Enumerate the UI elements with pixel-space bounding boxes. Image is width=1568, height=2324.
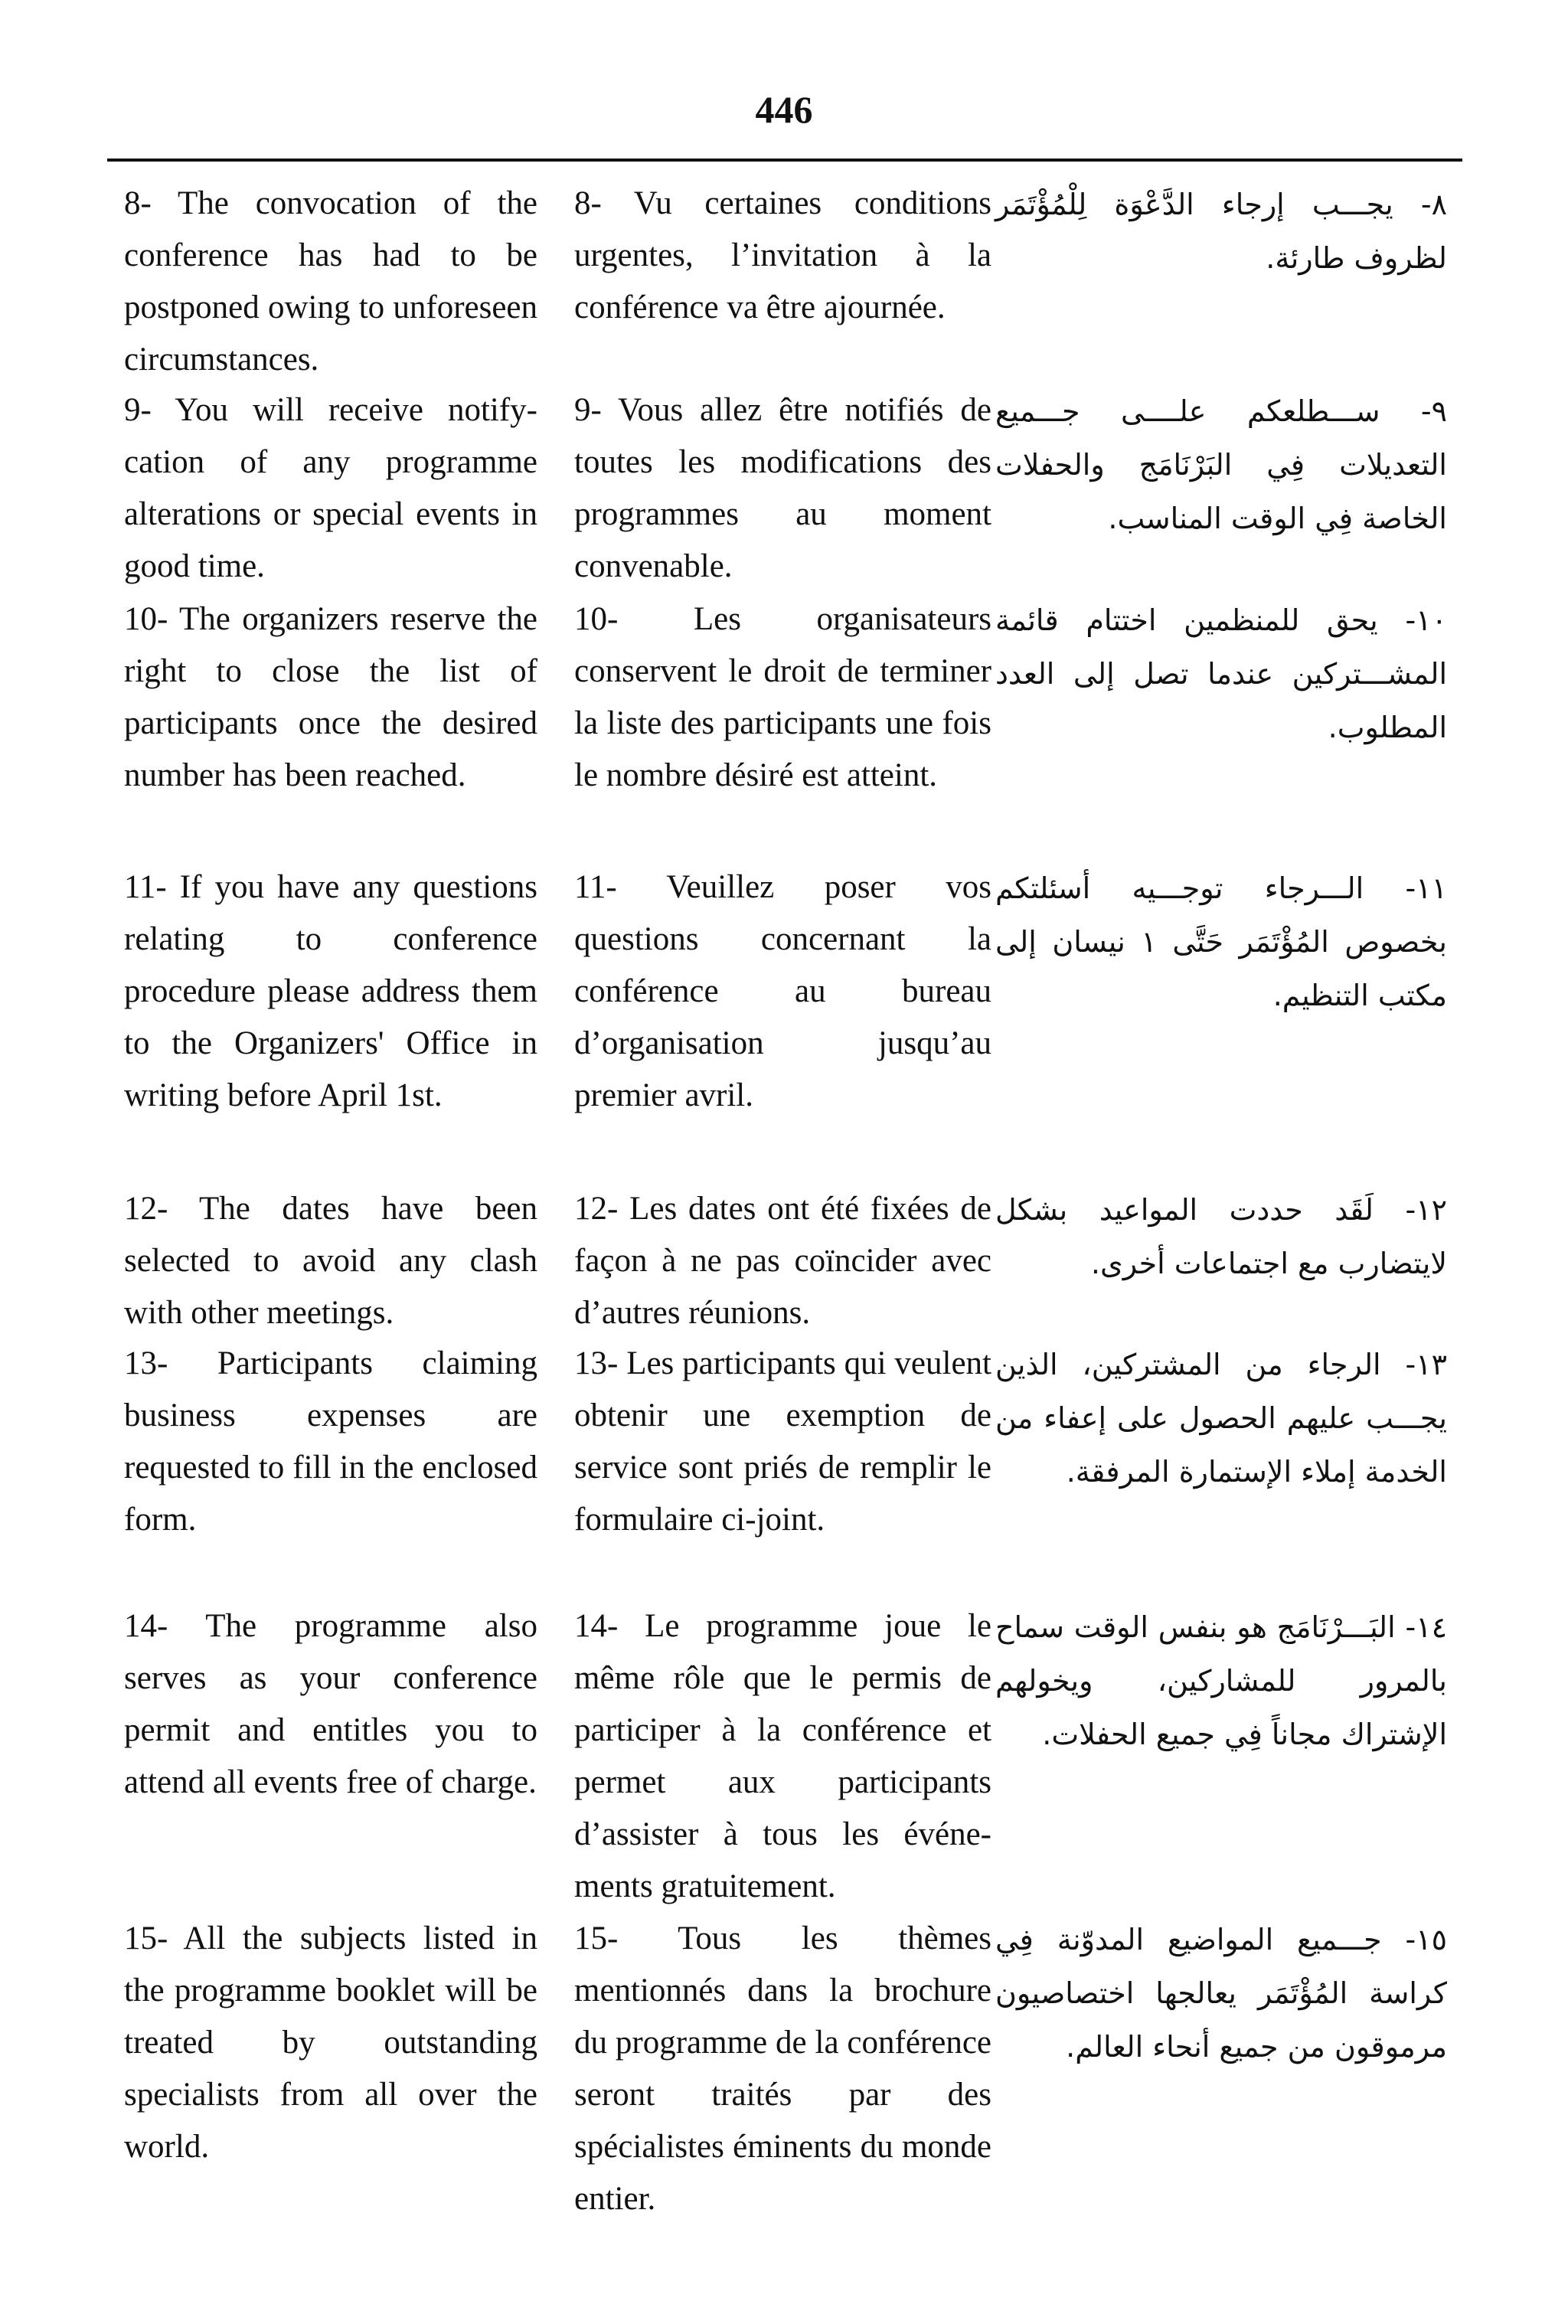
entry-10-french: 10- Les organisateurs conservent le droit de terminer la liste des participants une fois le nombre désiré est atteint. xyxy=(574,601,991,793)
entry-11-french: 11- Veuillez poser vos questions concernant la conférence au bureau d’organisation jusqu’au premier avril. xyxy=(574,869,991,1113)
entry-15-english: 15- All the subjects listed in the programme booklet will be treated by outstanding specialists from all over the world. xyxy=(124,1920,537,2165)
entry-10-english: 10- The organizers reserve the right to close the list of participants once the desired number has been reached. xyxy=(124,601,537,793)
entry-12-french: 12- Les dates ont été fixées de façon à ne pas coïncider avec d’autres réunions. xyxy=(574,1191,991,1331)
entry-13-arabic: ١٣- الرجاء من المشتركين، الذين يجـــب عليهم الحصول على إعفاء من الخدمة إملاء الإستمارة المرفقة. xyxy=(995,1348,1447,1489)
entry-8-english: 8- The convocation of the conference has had to be postponed owing to unforeseen circumstances. xyxy=(124,185,537,378)
entry-13-french: 13- Les participants qui veulent obtenir une exemption de service sont priés de remplir le formulaire ci-joint. xyxy=(574,1345,991,1538)
entry-12-arabic: ١٢- لَقَد حددت المواعيد بشكل لايتضارب مع اجتماعات أخرى. xyxy=(995,1193,1447,1280)
entry-8-arabic: ٨- يجـــب إرجاء الدَّعْوَة لِلْمُؤْتَمَر لظروف طارئة. xyxy=(995,188,1447,275)
entry-14-arabic: ١٤- البَـــرْنَامَج هو بنفس الوقت سماح بالمرور للمشاركين، ويخولهم الإشتراك مجاناً فِي جميع الحفلات. xyxy=(995,1610,1447,1751)
entry-9-arabic: ٩- ســـطلعكم علــــى جـــميع التعديلات فِي البَرْنَامَج والحفلات الخاصة فِي الوقت المناسب. xyxy=(995,394,1447,535)
header-rule xyxy=(107,159,1462,162)
entry-10-arabic: ١٠- يحق للمنظمين اختتام قائمة المشـــتركين عندما تصل إلى العدد المطلوب. xyxy=(995,603,1447,744)
entry-11-english: 11- If you have any questions relating to conference procedure please address them to the Organizers' Office in writing before April 1st. xyxy=(124,869,537,1113)
entry-11-arabic: ١١- الـــرجاء توجـــيه أسئلتكم بخصوص المُؤْتَمَر حَتَّى ١ نيسان إلى مكتب التنظيم. xyxy=(995,871,1447,1012)
entry-15-french: 15- Tous les thèmes mentionnés dans la brochure du programme de la conférence seront traités par des spécialistes éminents du monde entier. xyxy=(574,1920,991,2217)
entry-14-french: 14- Le programme joue le même rôle que le permis de participer à la conférence et permet aux participants d’assister à tous les événe-ments gratuitement. xyxy=(574,1608,991,1904)
entry-9-english: 9- You will receive notify-cation of any programme alterations or special events in good time. xyxy=(124,392,537,584)
entry-12-english: 12- The dates have been selected to avoid any clash with other meetings. xyxy=(124,1191,537,1331)
entry-8-french: 8- Vu certaines conditions urgentes, l’invitation à la conférence va être ajournée. xyxy=(574,185,991,325)
entry-14-english: 14- The programme also serves as your conference permit and entitles you to attend all events free of charge. xyxy=(124,1608,537,1800)
page-number: 446 xyxy=(755,88,813,131)
entry-15-arabic: ١٥- جـــميع المواضيع المدوّنة فِي كراسة المُؤْتَمَر يعالجها اختصاصيون مرموقون من جميع أنحاء العالم. xyxy=(995,1923,1447,2064)
entry-9-french: 9- Vous allez être notifiés de toutes les modifications des programmes au moment convenable. xyxy=(574,392,991,584)
entry-13-english: 13- Participants claiming business expenses are requested to fill in the enclosed form. xyxy=(124,1345,537,1538)
